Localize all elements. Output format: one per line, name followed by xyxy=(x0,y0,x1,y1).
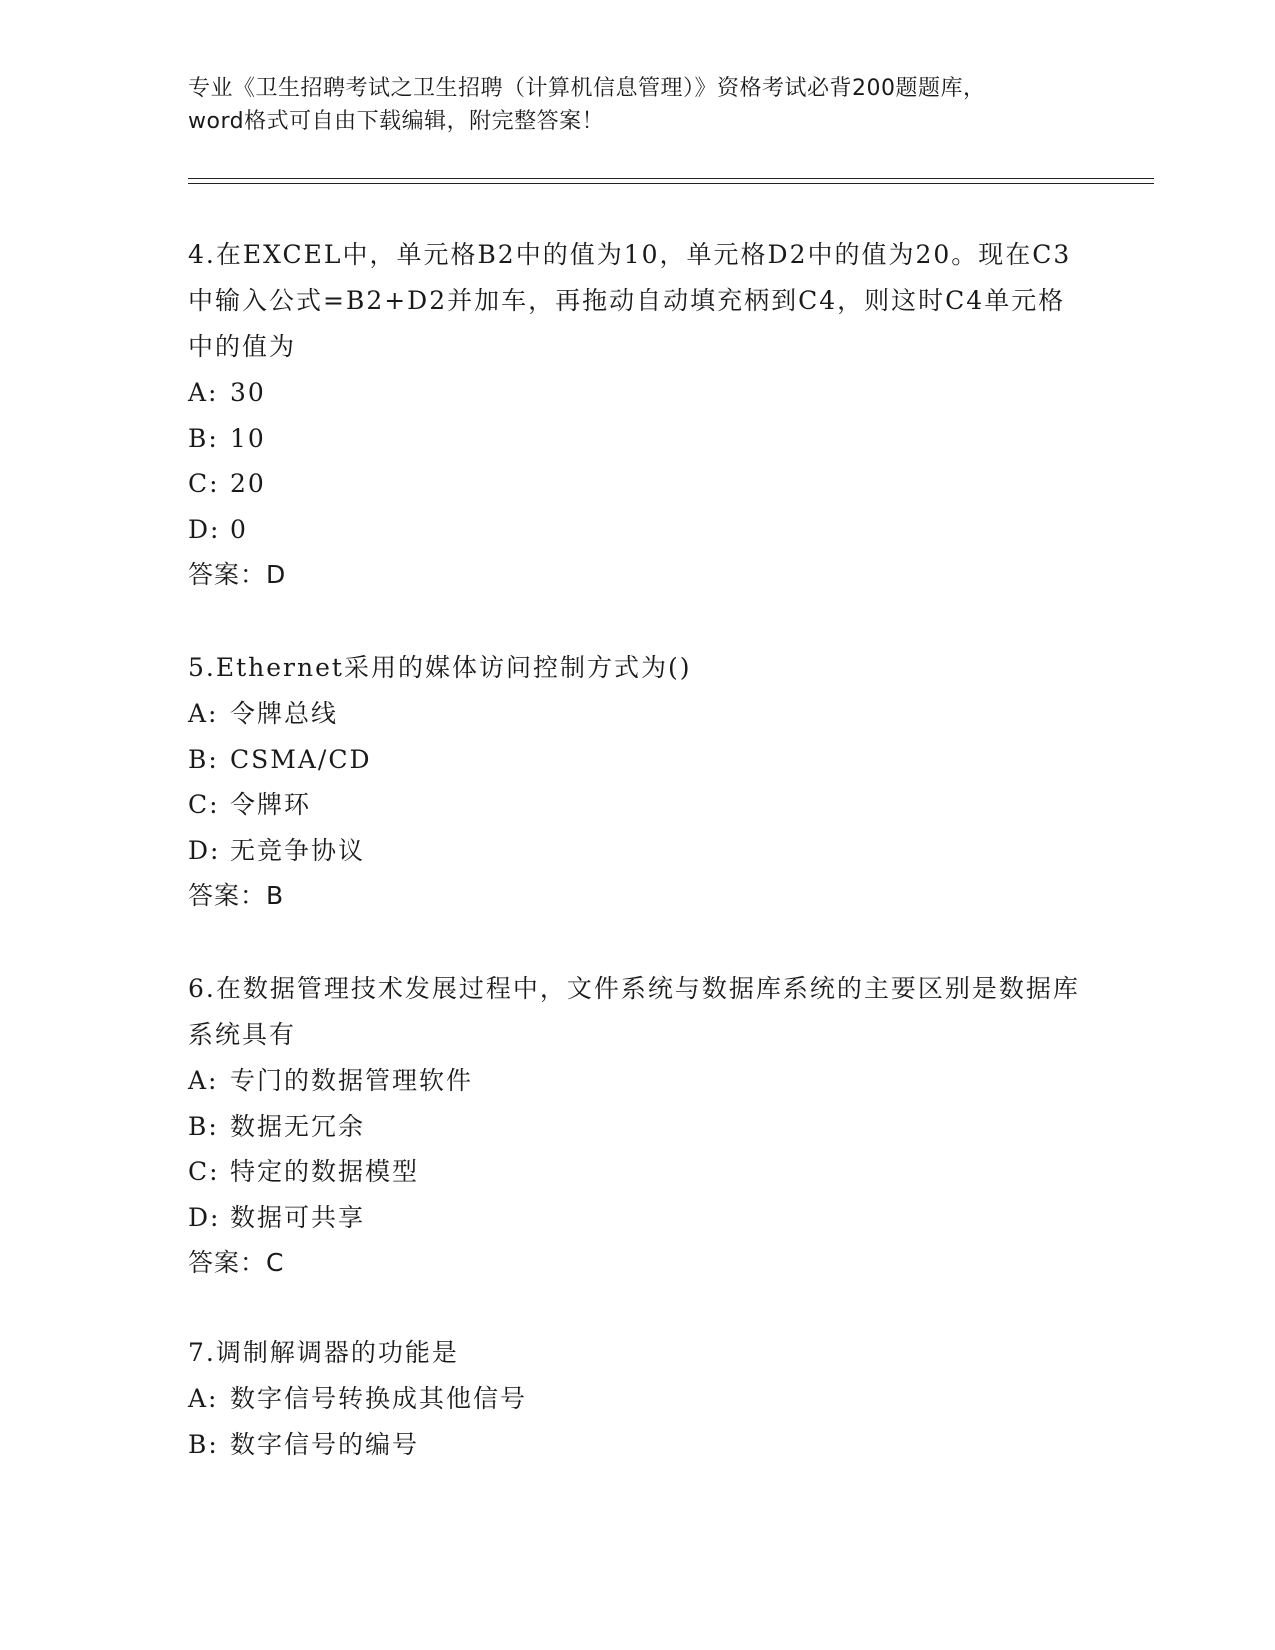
header-divider-top xyxy=(188,178,1154,179)
question-stem: 4.在EXCEL中，单元格B2中的值为10，单元格D2中的值为20。现在C3中输入公式=B2+D2并加车，再拖动自动填充柄到C4，则这时C4单元格中的值为 xyxy=(188,240,1072,361)
option-label: B: xyxy=(188,423,219,453)
option-b xyxy=(188,1422,1088,1468)
option-b xyxy=(188,1104,1088,1150)
option-label: C: xyxy=(188,469,220,498)
question-stem: 6.在数据管理技术发展过程中，文件系统与数据库系统的主要区别是数据库系统具有 xyxy=(188,974,1080,1049)
option-text: 0 xyxy=(230,514,248,544)
option-label: D: xyxy=(188,835,221,865)
question-stem: 5.Ethernet采用的媒体访问控制方式为() xyxy=(188,653,692,682)
header-divider-bottom xyxy=(188,183,1154,184)
option-text: 特定的数据模型 xyxy=(230,1157,420,1186)
option-d xyxy=(188,828,1088,874)
option-a xyxy=(188,1376,1088,1422)
option-c xyxy=(188,782,1088,828)
option-label: D: xyxy=(188,514,221,544)
option-label: C: xyxy=(188,790,220,819)
option-text: CSMA/CD xyxy=(230,744,372,774)
option-d xyxy=(188,507,1088,553)
option-label: A: xyxy=(188,378,219,407)
option-a xyxy=(188,370,1088,416)
option-b xyxy=(188,737,1088,783)
option-label: B: xyxy=(188,1429,219,1459)
question-block xyxy=(188,645,1088,919)
option-d xyxy=(188,1195,1088,1241)
option-label: A: xyxy=(188,1066,219,1095)
option-b xyxy=(188,416,1088,462)
option-text: 无竞争协议 xyxy=(230,835,366,865)
document-header xyxy=(188,72,1088,138)
option-label: B: xyxy=(188,1111,219,1141)
answer-line: 答案：B xyxy=(188,881,285,910)
option-text: 数据无冗余 xyxy=(230,1111,366,1141)
answer-line: 答案：C xyxy=(188,1248,285,1277)
option-label: A: xyxy=(188,699,219,728)
option-text: 10 xyxy=(230,423,266,453)
option-text: 数字信号的编号 xyxy=(230,1429,420,1459)
option-label: C: xyxy=(188,1157,220,1186)
option-a xyxy=(188,691,1088,737)
question-block xyxy=(188,966,1088,1286)
question-stem: 7.调制解调器的功能是 xyxy=(188,1338,459,1367)
option-c xyxy=(188,461,1088,507)
option-label: A: xyxy=(188,1384,219,1413)
option-text: 专门的数据管理软件 xyxy=(230,1066,474,1095)
option-text: 数字信号转换成其他信号 xyxy=(230,1384,528,1413)
question-block xyxy=(188,1330,1088,1467)
option-text: 20 xyxy=(230,469,266,498)
header-title-line: 专业《卫生招聘考试之卫生招聘（计算机信息管理）》资格考试必背200题题库， xyxy=(188,76,986,101)
option-label: B: xyxy=(188,744,219,774)
option-label: D: xyxy=(188,1202,221,1232)
answer-line: 答案：D xyxy=(188,560,287,589)
option-text: 30 xyxy=(230,378,266,407)
option-text: 数据可共享 xyxy=(230,1202,366,1232)
option-text: 令牌总线 xyxy=(230,699,339,728)
header-subtitle-line: word格式可自由下载编辑，附完整答案！ xyxy=(188,109,605,134)
option-c xyxy=(188,1149,1088,1195)
question-block xyxy=(188,232,1088,598)
option-a xyxy=(188,1058,1088,1104)
option-text: 令牌环 xyxy=(230,790,312,819)
